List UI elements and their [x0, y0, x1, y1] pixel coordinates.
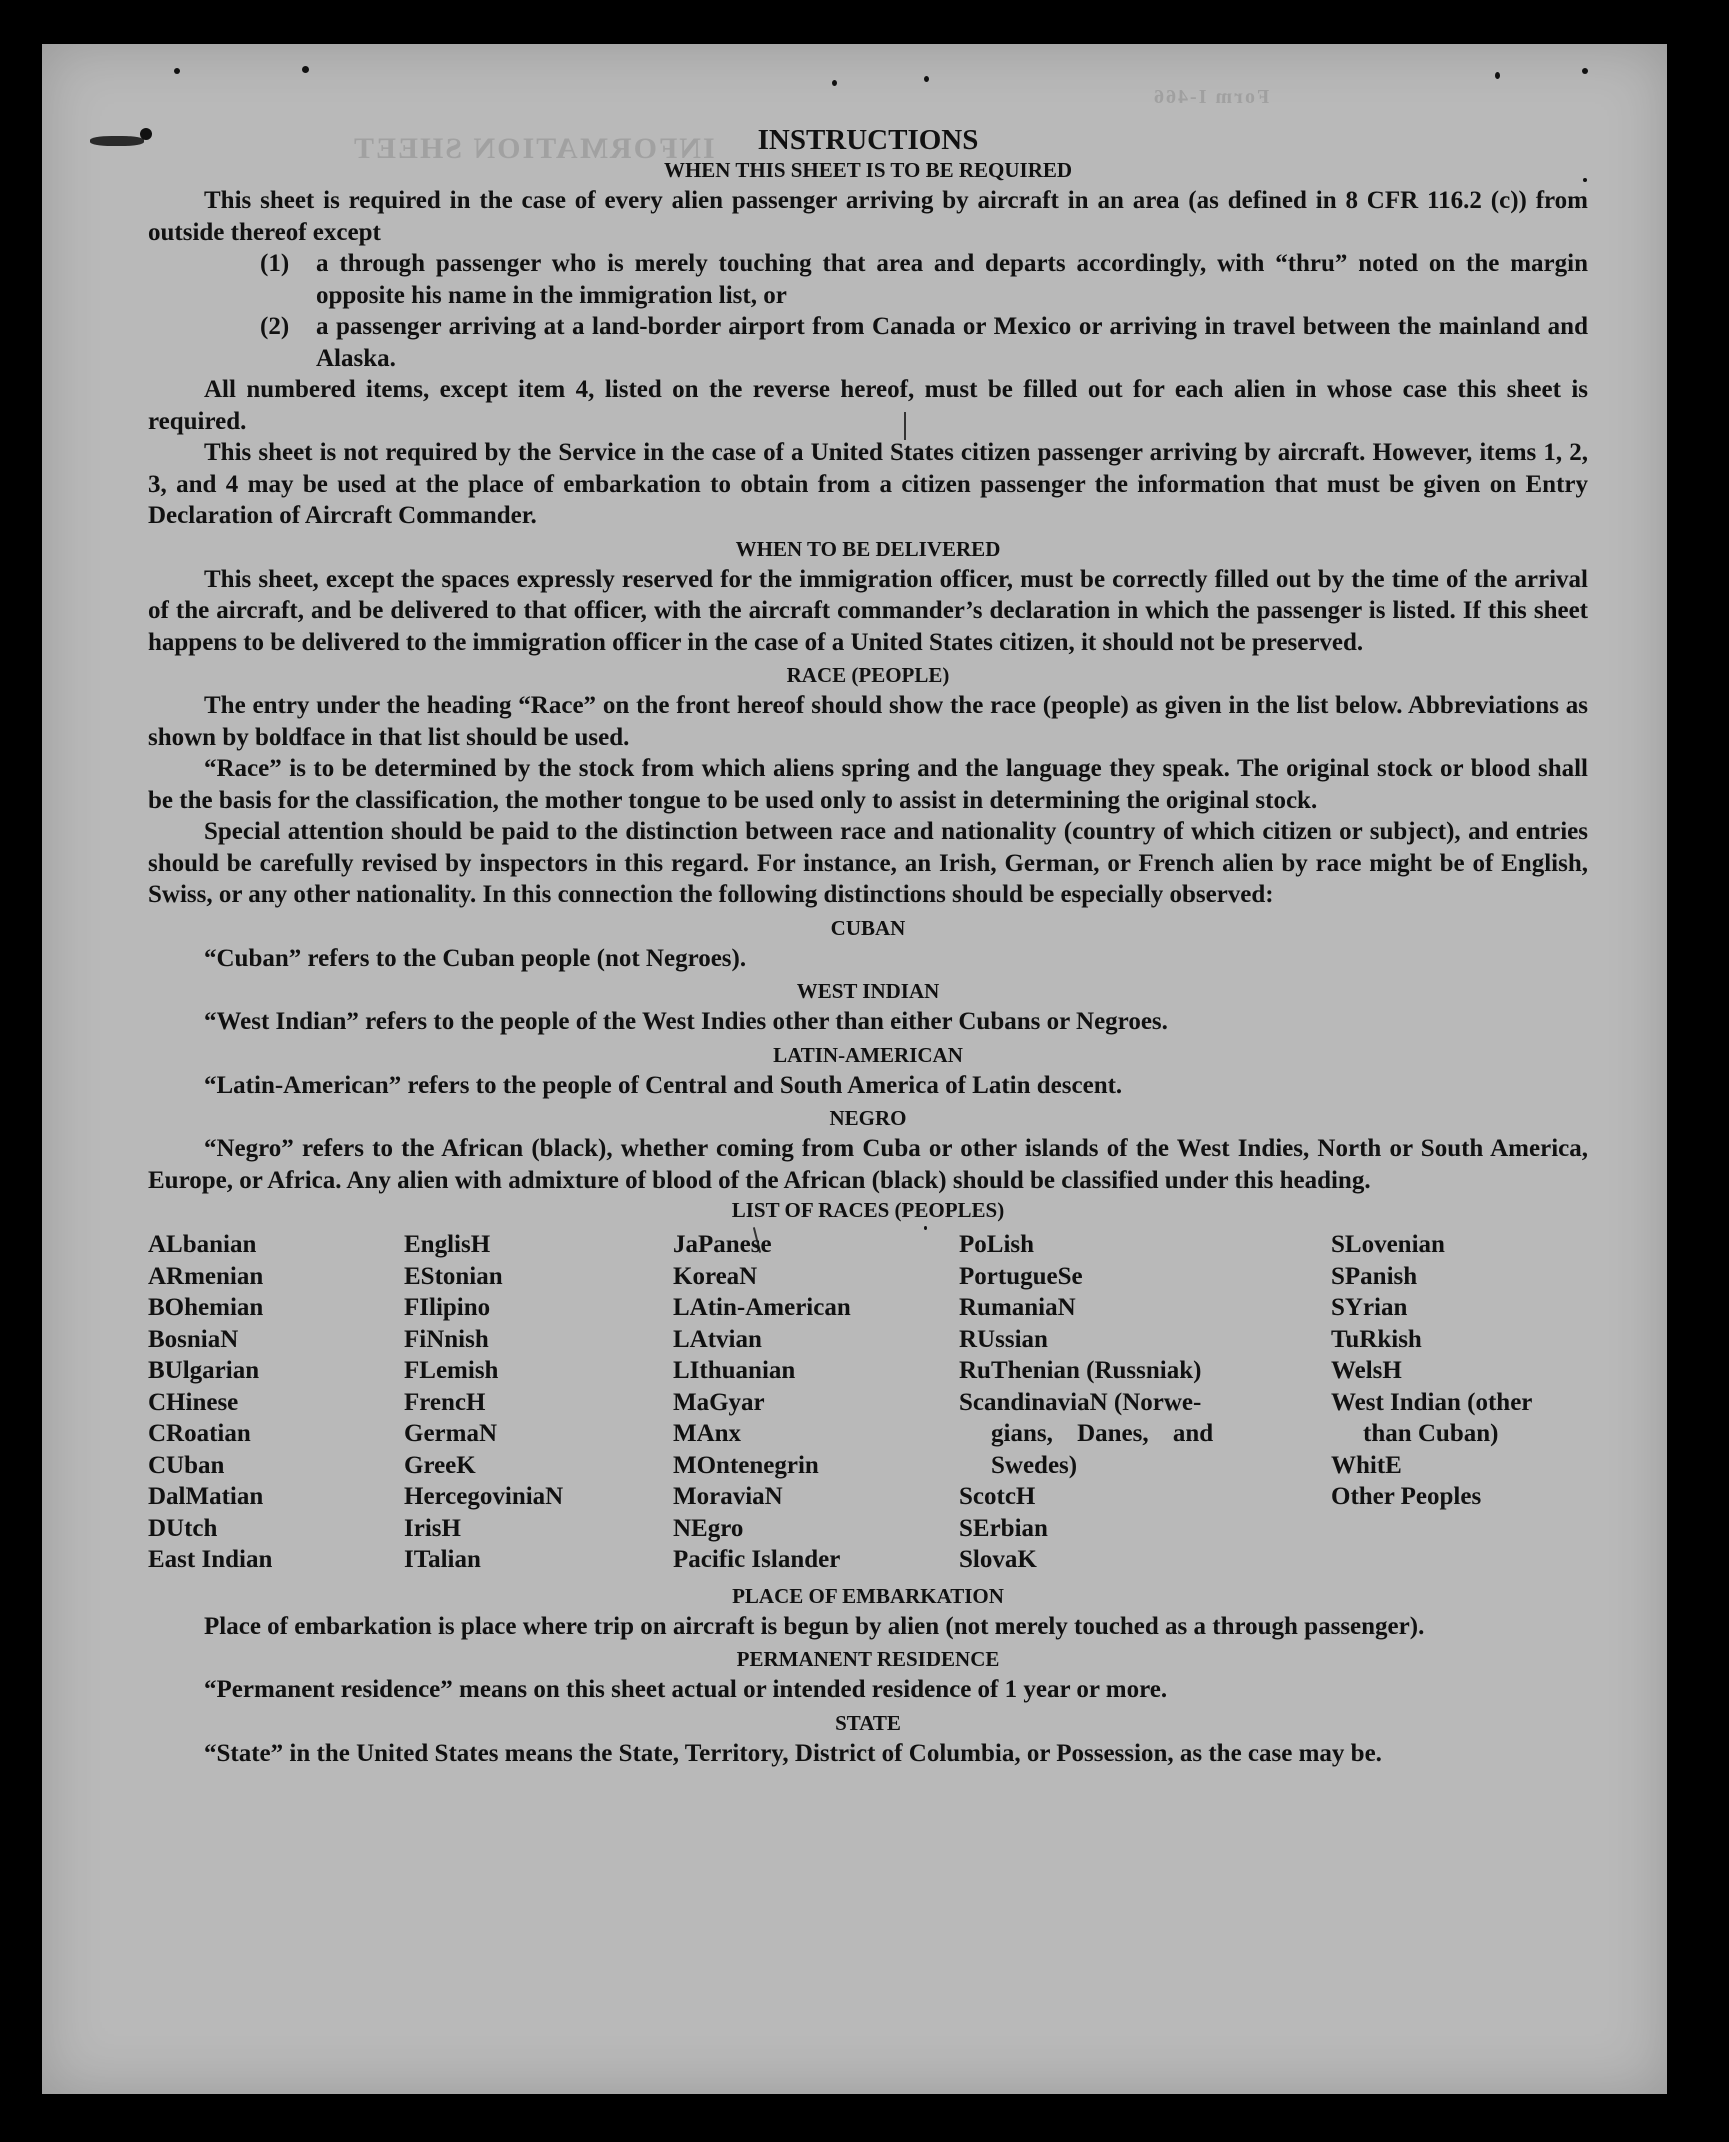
- paragraph: “West Indian” refers to the people of the West Indies other than either Cubans or Negroes.: [204, 1008, 1168, 1035]
- exception-item: [260, 248, 1588, 311]
- race-entry: RumaniaN: [959, 1294, 1076, 1321]
- race-entry: HercegoviniaN: [404, 1483, 564, 1510]
- section-heading: NEGRO: [829, 1106, 907, 1130]
- paragraph: “State” in the United States means the State, Territory, District of Columbia, or Possession, as the case may be.: [204, 1739, 1382, 1767]
- race-entry: MAnx: [673, 1420, 742, 1447]
- item-text: a through passenger who is merely touching that area and departs accordingly, with “thru” noted on the margin opposite his name in the immigration list, or: [316, 250, 1588, 309]
- paragraph: This sheet is not required by the Service in the case of a United States citizen passenger arriving by aircraft. However, items 1, 2, 3, and 4 may be used at the place of embarkation to obtain from a citizen passenger the information that must be given on Entry Declaration of Aircraft Commander.: [148, 439, 1588, 529]
- race-column: [959, 1229, 1331, 1576]
- race-column: [1331, 1229, 1588, 1576]
- show-through-text: INFORMATION SHEET: [352, 132, 715, 165]
- race-entry: Pacific Islander: [673, 1546, 841, 1573]
- speck: [302, 66, 309, 73]
- section-heading: LATIN-AMERICAN: [773, 1042, 963, 1067]
- section-heading: PERMANENT RESIDENCE: [736, 1647, 1000, 1671]
- race-entry: SErbian: [959, 1514, 1048, 1542]
- race-entry: FiNnish: [404, 1325, 489, 1353]
- race-entry: East Indian: [148, 1546, 273, 1573]
- section-heading: PLACE OF EMBARKATION: [732, 1583, 1004, 1608]
- paragraph: Special attention should be paid to the distinction between race and nationality (country of which citizen or subject), and entries should be carefully revised by inspectors in this regard. For instance, an Irish, German, or French alien by race might be of English, Swiss, or any other nationality. In this connection the following distinctions should be especially observed:: [148, 818, 1588, 908]
- paragraph: All numbered items, except item 4, listed on the reverse hereof, must be filled out for each alien in whose case this sheet is required.: [148, 376, 1588, 435]
- race-entry: ScandinaviaN (Norwe-: [959, 1388, 1202, 1416]
- paragraph: “Permanent residence” means on this sheet actual or intended residence of 1 year or more.: [204, 1676, 1168, 1703]
- section-heading: LIST OF RACES (PEOPLES): [731, 1198, 1005, 1222]
- race-entry: CUban: [148, 1451, 225, 1479]
- section-heading: WHEN THIS SHEET IS TO BE REQUIRED: [663, 158, 1073, 182]
- race-entry: TuRkish: [1331, 1325, 1422, 1353]
- race-column: [673, 1229, 959, 1576]
- race-entry: JaPanese: [673, 1231, 772, 1258]
- race-column: [148, 1229, 404, 1576]
- race-entry: KoreaN: [673, 1262, 758, 1290]
- race-entry: FLemish: [404, 1357, 499, 1384]
- race-entry: DalMatian: [148, 1483, 264, 1510]
- race-entry: ScotcH: [959, 1483, 1036, 1510]
- paragraph: “Cuban” refers to the Cuban people (not Negroes).: [204, 944, 747, 972]
- race-entry: PortugueSe: [959, 1262, 1083, 1290]
- speck: [1582, 68, 1588, 74]
- exception-item: [260, 311, 1588, 374]
- speck: [1495, 72, 1500, 79]
- ink-smudge: [90, 136, 144, 146]
- race-entry: EStonian: [404, 1262, 503, 1290]
- race-entry: FIlipino: [404, 1294, 491, 1321]
- paragraph: The entry under the heading “Race” on the front hereof should show the race (people) as given in the list below. Abbreviations as shown by boldface in that list should be used.: [148, 692, 1588, 751]
- race-entry: ARmenian: [148, 1262, 264, 1290]
- speck: [832, 80, 837, 86]
- race-column: [404, 1229, 673, 1576]
- race-entry: BosniaN: [148, 1325, 239, 1353]
- race-entry: SYrian: [1331, 1294, 1408, 1321]
- race-list: [148, 1229, 1588, 1576]
- race-entry: MaGyar: [673, 1388, 765, 1416]
- race-entry: LAtin-American: [673, 1294, 851, 1321]
- instructions-text: [148, 122, 1588, 1769]
- race-entry: gians, Danes, and: [991, 1420, 1214, 1447]
- paragraph: This sheet is required in the case of every alien passenger arriving by aircraft in an area (as defined in 8 CFR 116.2 (c)) from outside thereof except: [148, 187, 1588, 246]
- race-entry: SlovaK: [959, 1546, 1037, 1573]
- paragraph: “Latin-American” refers to the people of Central and South America of Latin descent.: [204, 1071, 1123, 1099]
- section-heading: STATE: [835, 1710, 901, 1735]
- race-entry: PoLish: [959, 1231, 1035, 1258]
- race-entry: GermaN: [404, 1420, 498, 1447]
- paragraph: Place of embarkation is place where trip on aircraft is begun by alien (not merely touched as a through passenger).: [204, 1612, 1425, 1640]
- paragraph: “Negro” refers to the African (black), whether coming from Cuba or other islands of the West Indies, North or South America, Europe, or Africa. Any alien with admixture of blood of the African (black) should be classified under this heading.: [148, 1135, 1588, 1194]
- race-entry: NEgro: [673, 1514, 744, 1542]
- race-entry: ITalian: [404, 1546, 481, 1573]
- section-heading: WHEN TO BE DELIVERED: [735, 536, 1001, 561]
- race-entry: LAtvian: [673, 1325, 762, 1353]
- race-entry: DUtch: [148, 1514, 218, 1542]
- race-entry: MOntenegrin: [673, 1451, 819, 1479]
- paragraph: “Race” is to be determined by the stock from which aliens spring and the language they speak. The original stock or blood shall be the basis for the classification, the mother tongue to be used only to assist in determining the original stock.: [148, 755, 1588, 814]
- race-entry: WhitE: [1331, 1451, 1402, 1479]
- race-entry: EnglisH: [404, 1231, 491, 1258]
- race-entry: RuThenian (Russniak): [959, 1357, 1202, 1384]
- race-entry: MoraviaN: [673, 1483, 783, 1510]
- race-entry: BUlgarian: [148, 1357, 260, 1384]
- page-title: INSTRUCTIONS: [757, 124, 979, 156]
- document-page: [42, 44, 1667, 2094]
- race-entry: SPanish: [1331, 1262, 1418, 1290]
- race-entry: IrisH: [404, 1514, 461, 1542]
- section-heading: WEST INDIAN: [796, 979, 940, 1003]
- race-entry: GreeK: [404, 1451, 476, 1479]
- paragraph: This sheet, except the spaces expressly reserved for the immigration officer, must be correctly filled out by the time of the arrival of the aircraft, and be delivered to that officer, with the aircraft commander’s declaration in which the passenger is listed. If this sheet happens to be delivered to the immigration officer in the case of a United States citizen, it should not be preserved.: [148, 565, 1588, 656]
- race-entry: FrencH: [404, 1388, 486, 1416]
- race-entry: ALbanian: [148, 1231, 257, 1258]
- section-heading: CUBAN: [830, 915, 906, 940]
- race-entry: SLovenian: [1331, 1231, 1445, 1258]
- race-entry: CHinese: [148, 1388, 239, 1416]
- race-entry: RUssian: [959, 1325, 1048, 1353]
- race-entry: BOhemian: [148, 1294, 264, 1321]
- race-entry: Other Peoples: [1331, 1483, 1482, 1510]
- race-entry: WelsH: [1331, 1357, 1402, 1384]
- race-entry: West Indian (other: [1331, 1388, 1533, 1416]
- speck: [924, 76, 929, 82]
- race-entry: CRoatian: [148, 1420, 251, 1447]
- item-number: (2): [260, 313, 290, 340]
- item-text: a passenger arriving at a land-border airport from Canada or Mexico or arriving in travel between the mainland and Alaska.: [316, 313, 1588, 372]
- section-heading: RACE (PEOPLE): [786, 663, 950, 687]
- speck: [174, 68, 180, 74]
- race-entry: than Cuban): [1363, 1420, 1499, 1447]
- show-through-text: Form I-466: [1152, 86, 1270, 108]
- race-entry: LIthuanian: [673, 1357, 796, 1384]
- race-entry: Swedes): [991, 1451, 1078, 1479]
- item-number: (1): [260, 250, 290, 277]
